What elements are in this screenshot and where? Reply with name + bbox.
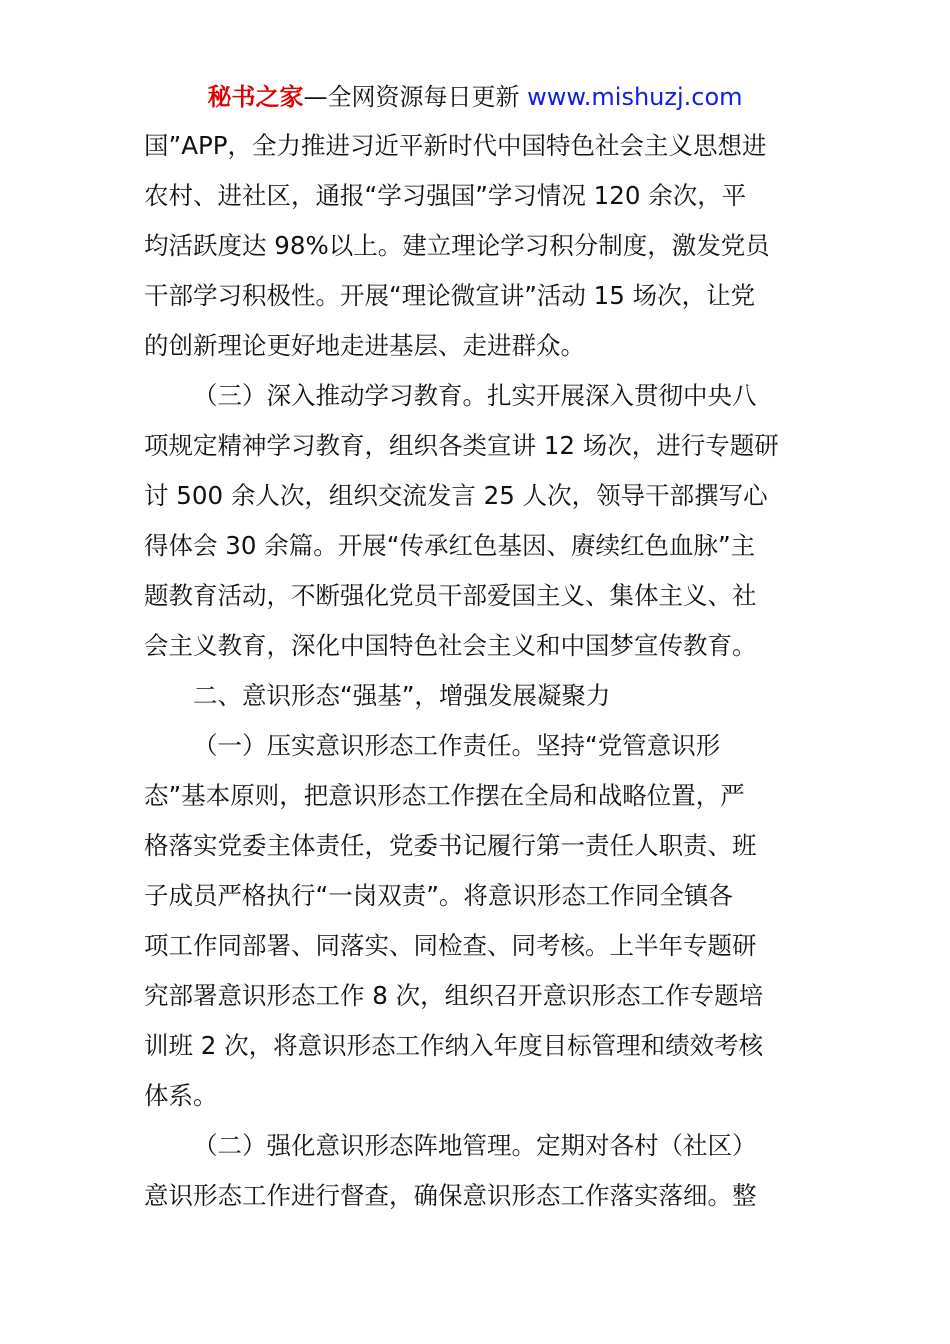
site-header: [0, 80, 950, 114]
text-line: （三）深入推动学习教育。扎实开展深入贯彻中央八: [193, 381, 757, 410]
document-body: [144, 121, 809, 1221]
text-line: 态”基本原则，把意识形态工作摆在全局和战略位置，严: [144, 781, 745, 810]
text-line: （一）压实意识形态工作责任。坚持“党管意识形: [193, 731, 721, 760]
text-line: 会主义教育，深化中国特色社会主义和中国梦宣传教育。: [144, 631, 757, 660]
text-line: 题教育活动，不断强化党员干部爱国主义、集体主义、社: [144, 581, 757, 610]
text-line: 干部学习积极性。开展“理论微宣讲”活动 15 场次，让党: [144, 281, 756, 310]
text-line: 国”APP，全力推进习近平新时代中国特色社会主义思想进: [144, 131, 767, 160]
text-line: 项规定精神学习教育，组织各类宣讲 12 场次，进行专题研: [144, 431, 779, 460]
site-brand: 秘书之家: [207, 83, 304, 111]
text-line: 体系。: [144, 1081, 218, 1110]
text-line: 格落实党委主体责任，党委书记履行第一责任人职责、班: [144, 831, 757, 860]
site-tagline: —全网资源每日更新: [303, 83, 520, 111]
text-line: 子成员严格执行“一岗双责”。将意识形态工作同全镇各: [144, 881, 733, 910]
text-line: 得体会 30 余篇。开展“传承红色基因、赓续红色血脉”主: [144, 531, 756, 560]
site-url-link[interactable]: www.mishuzj.com: [527, 83, 743, 111]
text-line: 均活跃度达 98%以上。建立理论学习积分制度，激发党员: [144, 231, 770, 260]
text-line: 项工作同部署、同落实、同检查、同考核。上半年专题研: [144, 931, 757, 960]
text-line: 二、意识形态“强基”，增强发展凝聚力: [193, 681, 611, 710]
text-line: 的创新理论更好地走进基层、走进群众。: [144, 331, 585, 360]
text-line: 农村、进社区，通报“学习强国”学习情况 120 余次，平: [144, 181, 747, 210]
text-line: 究部署意识形态工作 8 次，组织召开意识形态工作专题培: [144, 981, 764, 1010]
text-line: （二）强化意识形态阵地管理。定期对各村（社区）: [193, 1131, 757, 1160]
text-line: 训班 2 次，将意识形态工作纳入年度目标管理和绩效考核: [144, 1031, 764, 1060]
text-line: 意识形态工作进行督查，确保意识形态工作落实落细。整: [144, 1181, 757, 1210]
text-line: 讨 500 余人次，组织交流发言 25 人次，领导干部撰写心: [144, 481, 768, 510]
